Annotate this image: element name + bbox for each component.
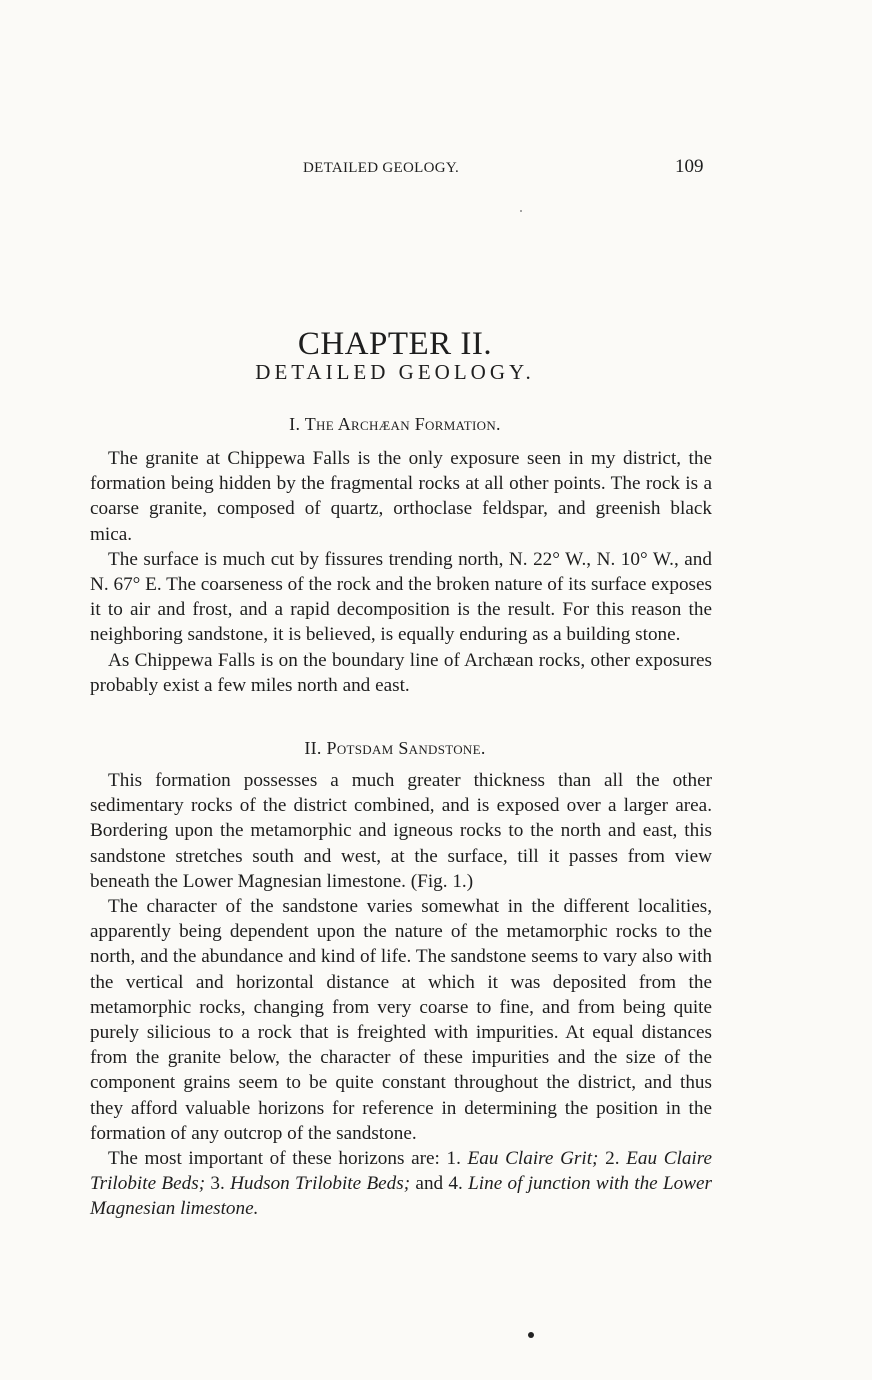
horizons-lead: The most important of these horizons are: 1. [108, 1148, 468, 1170]
chapter-subtitle: DETAILED GEOLOGY. [255, 360, 535, 384]
paragraph: The granite at Chippewa Falls is the only exposure seen in my district, the formation being hidden by the fragmental rocks at all other points. The rock is a coarse granite, composed of quartz, orthoclase feldspar, and greenish black mica. [90, 448, 712, 545]
running-head [0, 156, 872, 184]
horizon-separator: and 4. [410, 1173, 469, 1195]
chapter-title: CHAPTER II. [297, 326, 493, 363]
section-body-archaean [90, 446, 712, 698]
horizon-separator: 3. [205, 1173, 231, 1195]
paragraph: As Chippewa Falls is on the boundary line of Archæan rocks, other exposures probably exist a few miles north and east. [90, 649, 712, 696]
horizon-separator: 2. [598, 1148, 627, 1170]
section-heading-potsdam: II. Potsdam Sandstone. [304, 738, 486, 758]
horizon-item-4: Line of junction with the Lower Magnesian limestone. [90, 1173, 713, 1220]
page-number: 109 [675, 156, 704, 177]
paragraph: The surface is much cut by fissures trending north, N. 22° W., N. 10° W., and N. 67° E. The coarseness of the rock and the broken nature of its surface exposes it to air and frost, and a rapid decomposition is the result. For this reason the neighboring sandstone, it is believed, is equally enduring as a building stone. [90, 548, 712, 646]
running-title: DETAILED GEOLOGY. [303, 160, 460, 176]
section-body-potsdam [90, 768, 712, 1222]
print-speck [520, 210, 522, 212]
horizon-item-3: Hudson Trilobite Beds; [230, 1173, 411, 1195]
horizon-item-2: Eau Claire Trilobite Beds; [90, 1148, 713, 1195]
horizon-item-1: Eau Claire Grit; [467, 1148, 599, 1170]
horizons-paragraph [90, 1146, 712, 1222]
section-heading-archaean: I. The Archæan Formation. [289, 414, 501, 434]
paragraph: This formation possesses a much greater thickness than all the other sedimentary rocks of the district combined, and is exposed over a larger area. Bordering upon the metamorphic and igneous rocks to the north and east, this sandstone stretches south and west, at the surface, till it passes from view beneath the Lower Magnesian limestone. (Fig. 1.) [90, 770, 712, 892]
printer-mark-dot [528, 1332, 534, 1338]
paragraph: The character of the sandstone varies somewhat in the different localities, apparently being dependent upon the nature of the metamorphic rocks to the north, and the abundance and kind of life. The sandstone seems to vary also with the vertical and horizontal distance at which it was deposited from the metamorphic rocks, changing from very coarse to fine, and from being quite purely silicious to a rock that is freighted with impurities. At equal distances from the granite below, the character of these impurities and the size of the component grains seem to be quite constant throughout the district, and thus they afford valuable horizons for reference in determining the position in the formation of any outcrop of the sandstone. [90, 896, 712, 1144]
